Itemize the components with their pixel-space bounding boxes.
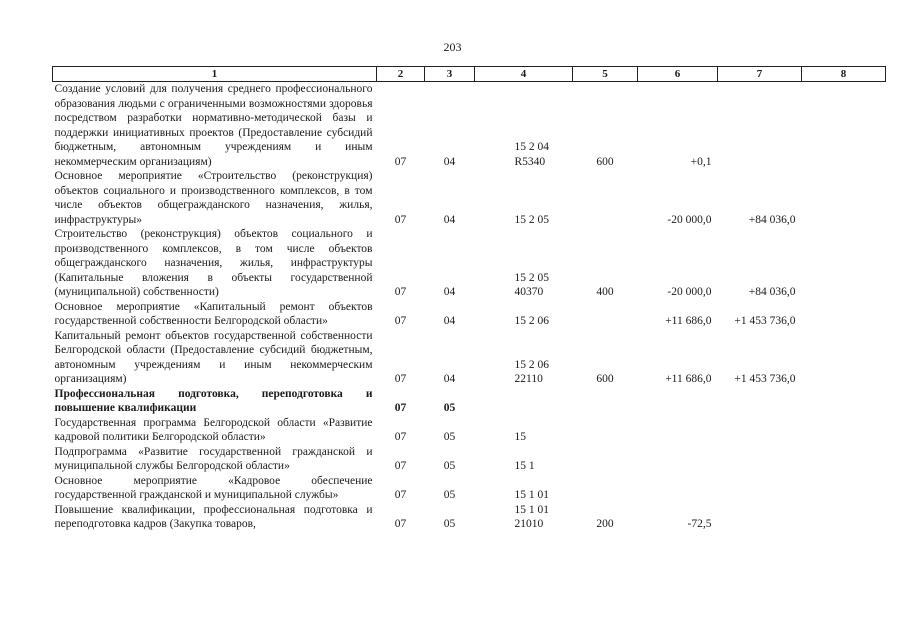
amount-col-7: +1 453 736,0 xyxy=(734,315,796,327)
subsection-code: 04 xyxy=(443,213,456,226)
section-code: 07 xyxy=(394,402,407,414)
header-row xyxy=(53,67,886,82)
expense-type-code: 600 xyxy=(596,373,614,385)
amount-col-6: -20 000,0 xyxy=(667,213,712,226)
amount-col-8 xyxy=(802,474,886,503)
table-row xyxy=(53,329,886,387)
expense-type-code xyxy=(573,169,638,227)
row-description: Основное мероприятие «Кадровое обеспечение государственной гражданской и муниципальной службы» xyxy=(54,474,373,501)
amount-col-8 xyxy=(802,416,886,445)
subsection-code: 04 xyxy=(443,286,456,298)
row-description: Капитальный ремонт объектов государственной собственности Белгородской области (Предоставление субсидий бюджетным, автономным учреждениям и иным некоммерческим организациям) xyxy=(54,329,373,385)
row-description: Повышение квалификации, профессиональная подготовка и переподготовка кадров (Закупка товаров, xyxy=(54,503,373,530)
table-header xyxy=(53,67,886,82)
section-code: 07 xyxy=(394,489,407,501)
amount-col-6 xyxy=(638,474,718,503)
target-article-code: 15 2 04 R5340 xyxy=(514,141,549,168)
subsection-code: 05 xyxy=(443,518,456,530)
section-code: 07 xyxy=(394,286,407,298)
table-body xyxy=(53,82,886,532)
target-article-code: 15 2 05 xyxy=(514,213,549,226)
expense-type-code xyxy=(573,387,638,416)
header-cell: 2 xyxy=(377,67,425,82)
budget-table xyxy=(52,66,886,532)
table-row xyxy=(53,82,886,170)
header-cell: 8 xyxy=(802,67,886,82)
amount-col-7 xyxy=(718,445,802,474)
table-row xyxy=(53,503,886,532)
target-article-code: 15 1 01 xyxy=(514,489,549,501)
subsection-code: 05 xyxy=(443,431,456,443)
amount-col-8 xyxy=(802,445,886,474)
target-article-code: 15 2 06 22110 xyxy=(514,358,549,385)
amount-col-8 xyxy=(802,329,886,387)
amount-col-7: +84 036,0 xyxy=(748,213,796,226)
subsection-code: 05 xyxy=(443,402,456,414)
row-description: Профессиональная подготовка, переподготовка и повышение квалификации xyxy=(54,387,373,414)
amount-col-8 xyxy=(802,300,886,329)
table-row xyxy=(53,387,886,416)
table-row xyxy=(53,445,886,474)
expense-type-code xyxy=(573,300,638,329)
amount-col-6: +11 686,0 xyxy=(665,315,712,327)
table-row xyxy=(53,300,886,329)
amount-col-7 xyxy=(718,82,802,170)
amount-col-8 xyxy=(802,82,886,170)
table-row xyxy=(53,474,886,503)
amount-col-8 xyxy=(802,387,886,416)
amount-col-7 xyxy=(718,387,802,416)
subsection-code: 05 xyxy=(443,489,456,501)
table-row xyxy=(53,169,886,227)
amount-col-8 xyxy=(802,227,886,300)
header-cell: 4 xyxy=(475,67,573,82)
row-description: Создание условий для получения среднего профессионального образования людьми с ограниченными возможностями здоровья посредством разработки нормативно-методической базы и поддержки инициативных проектов (Предоставление субсидий бюджетным, автономным учреждениям и иным некоммерческим организациям) xyxy=(54,83,373,168)
row-description: Государственная программа Белгородской области «Развитие кадровой политики Белгородской области» xyxy=(54,416,373,443)
page-number: 203 xyxy=(443,40,462,54)
amount-col-7 xyxy=(718,416,802,445)
amount-col-6 xyxy=(638,445,718,474)
target-article-code xyxy=(475,387,573,416)
row-description: Подпрограмма «Развитие государственной гражданской и муниципальной службы Белгородской области» xyxy=(54,445,373,472)
table-row xyxy=(53,227,886,300)
expense-type-code: 200 xyxy=(596,518,614,530)
expense-type-code xyxy=(573,474,638,503)
section-code: 07 xyxy=(394,373,407,385)
table-row xyxy=(53,416,886,445)
row-description: Строительство (реконструкция) объектов социального и производственного комплексов, в том числе объектов общегражданского назначения, жилья, инфраструктуры (Капитальные вложения в объекты государственной (муниципальной) собственности) xyxy=(54,228,373,298)
header-cell: 1 xyxy=(53,67,377,82)
subsection-code: 04 xyxy=(443,373,456,385)
amount-col-6: +0,1 xyxy=(690,155,712,168)
amount-col-8 xyxy=(802,503,886,532)
amount-col-6 xyxy=(638,416,718,445)
subsection-code: 04 xyxy=(443,315,456,327)
amount-col-7: +1 453 736,0 xyxy=(734,373,796,385)
section-code: 07 xyxy=(394,213,407,226)
amount-col-8 xyxy=(802,169,886,227)
expense-type-code xyxy=(573,416,638,445)
amount-col-7: +84 036,0 xyxy=(748,286,796,298)
expense-type-code: 400 xyxy=(596,286,614,298)
row-description: Основное мероприятие «Капитальный ремонт объектов государственной собственности Белгородской области» xyxy=(54,300,373,327)
row-description: Основное мероприятие «Строительство (реконструкция) объектов социального и производственного комплексов, в том числе объектов общегражданского назначения, жилья, инфраструктуры» xyxy=(54,170,373,226)
target-article-code: 15 1 01 21010 xyxy=(514,503,549,530)
section-code: 07 xyxy=(394,460,407,472)
target-article-code: 15 xyxy=(514,431,526,443)
expense-type-code xyxy=(573,445,638,474)
subsection-code: 05 xyxy=(443,460,456,472)
header-cell: 6 xyxy=(638,67,718,82)
amount-col-7 xyxy=(718,503,802,532)
amount-col-6: +11 686,0 xyxy=(665,373,712,385)
section-code: 07 xyxy=(394,518,407,530)
expense-type-code: 600 xyxy=(596,155,614,168)
amount-col-6: -20 000,0 xyxy=(667,286,712,298)
section-code: 07 xyxy=(394,155,407,168)
subsection-code: 04 xyxy=(443,155,456,168)
amount-col-6 xyxy=(638,387,718,416)
header-cell: 7 xyxy=(718,67,802,82)
section-code: 07 xyxy=(394,315,407,327)
header-cell: 5 xyxy=(573,67,638,82)
header-cell: 3 xyxy=(425,67,475,82)
amount-col-6: -72,5 xyxy=(687,518,712,530)
section-code: 07 xyxy=(394,431,407,443)
target-article-code: 15 2 05 40370 xyxy=(514,271,549,298)
amount-col-7 xyxy=(718,474,802,503)
target-article-code: 15 1 xyxy=(514,460,535,472)
target-article-code: 15 2 06 xyxy=(514,315,549,327)
